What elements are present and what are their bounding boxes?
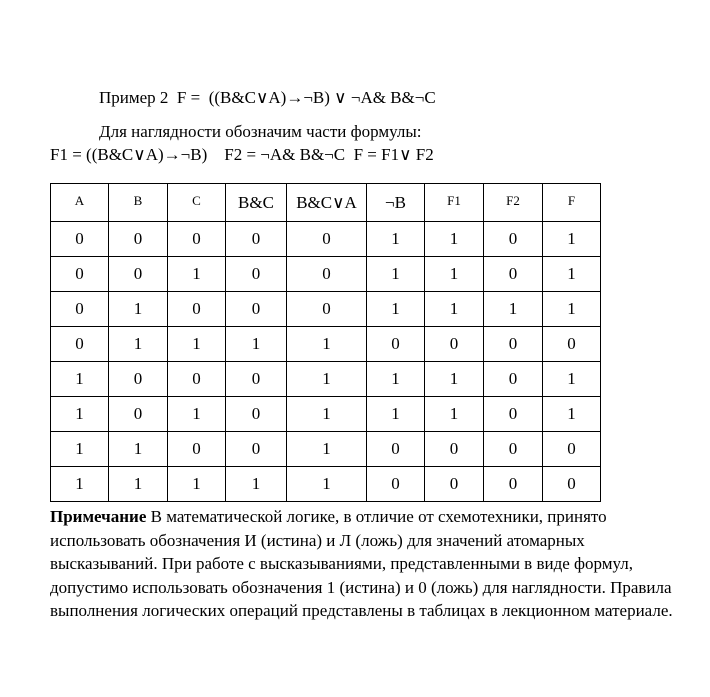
table-cell: 1 [109,292,168,327]
table-cell: 0 [109,257,168,292]
table-cell: 0 [484,362,543,397]
table-cell: 1 [367,257,425,292]
table-cell: 1 [287,327,367,362]
table-cell: 1 [543,397,601,432]
table-cell: 1 [425,362,484,397]
table-cell: 1 [367,362,425,397]
header-f1: F1 [425,184,484,222]
table-cell: 1 [168,467,226,502]
table-cell: 1 [367,292,425,327]
header-b-and-c-or-a: B&C∨A [287,184,367,222]
table-cell: 1 [51,362,109,397]
note-paragraph [50,505,690,623]
truth-table-header-row [51,184,601,222]
table-cell: 1 [109,327,168,362]
table-row [51,327,601,362]
table-cell: 0 [484,397,543,432]
table-row [51,292,601,327]
note-heading: Примечание [50,507,147,526]
table-cell: 0 [168,292,226,327]
table-cell: 1 [425,292,484,327]
table-cell: 0 [226,292,287,327]
table-cell: 1 [425,257,484,292]
table-cell: 0 [484,257,543,292]
table-cell: 0 [109,397,168,432]
table-cell: 0 [425,432,484,467]
table-row [51,362,601,397]
table-cell: 1 [51,467,109,502]
table-cell: 1 [109,432,168,467]
table-cell: 0 [226,222,287,257]
table-cell: 0 [287,222,367,257]
table-cell: 1 [168,257,226,292]
table-row [51,257,601,292]
table-cell: 1 [367,222,425,257]
table-cell: 1 [425,222,484,257]
header-b: B [109,184,168,222]
table-cell: 1 [367,397,425,432]
table-cell: 0 [51,222,109,257]
header-f2: F2 [484,184,543,222]
table-cell: 1 [425,397,484,432]
table-cell: 0 [226,397,287,432]
note-text: В математической логике, в отличие от схемотехники, принято использовать обозначения И (истина) и Л (ложь) для значений атомарных высказываний. При работе с высказываниями, представленными в виде формул, допустимо использовать обозначения 1 (истина) и 0 (ложь) для наглядности. Правила выполнения логических операций представлены в таблицах в лекционном материале. [50,507,673,620]
table-cell: 1 [287,467,367,502]
table-cell: 0 [543,432,601,467]
header-not-b: ¬B [367,184,425,222]
table-cell: 0 [484,327,543,362]
table-cell: 0 [51,292,109,327]
table-cell: 1 [51,397,109,432]
table-cell: 0 [226,432,287,467]
table-cell: 1 [51,432,109,467]
table-cell: 1 [109,467,168,502]
table-cell: 1 [484,292,543,327]
table-cell: 0 [226,257,287,292]
header-f: F [543,184,601,222]
formula-parts-line: F1 = ((B&C∨A)→¬B) F2 = ¬A& B&¬C F = F1∨ F2 [50,145,434,164]
table-cell: 0 [109,362,168,397]
table-row [51,397,601,432]
table-cell: 1 [226,327,287,362]
table-cell: 0 [168,222,226,257]
table-cell: 1 [226,467,287,502]
table-cell: 0 [109,222,168,257]
header-b-and-c: B&C [226,184,287,222]
table-cell: 0 [51,327,109,362]
table-cell: 0 [168,432,226,467]
table-cell: 1 [168,327,226,362]
table-cell: 1 [287,362,367,397]
truth-table [50,183,601,502]
table-cell: 0 [425,327,484,362]
table-row [51,222,601,257]
table-cell: 0 [367,432,425,467]
table-cell: 0 [425,467,484,502]
table-cell: 0 [484,432,543,467]
table-cell: 1 [287,432,367,467]
table-cell: 0 [51,257,109,292]
table-cell: 1 [543,257,601,292]
table-cell: 0 [484,222,543,257]
truth-table-body [51,222,601,502]
table-cell: 0 [484,467,543,502]
table-row [51,467,601,502]
table-cell: 0 [543,467,601,502]
table-cell: 0 [226,362,287,397]
header-c: C [168,184,226,222]
table-cell: 1 [287,397,367,432]
table-cell: 1 [168,397,226,432]
table-cell: 1 [543,222,601,257]
table-cell: 0 [168,362,226,397]
table-cell: 0 [287,292,367,327]
table-cell: 0 [287,257,367,292]
header-a: A [51,184,109,222]
table-row [51,432,601,467]
table-cell: 0 [367,327,425,362]
table-cell: 1 [543,292,601,327]
example-formula-line: Пример 2 F = ((B&C∨A)→¬B) ∨ ¬A& B&¬C [99,88,436,107]
table-cell: 1 [543,362,601,397]
clarity-intro-line: Для наглядности обозначим части формулы: [99,122,422,141]
table-cell: 0 [367,467,425,502]
table-cell: 0 [543,327,601,362]
